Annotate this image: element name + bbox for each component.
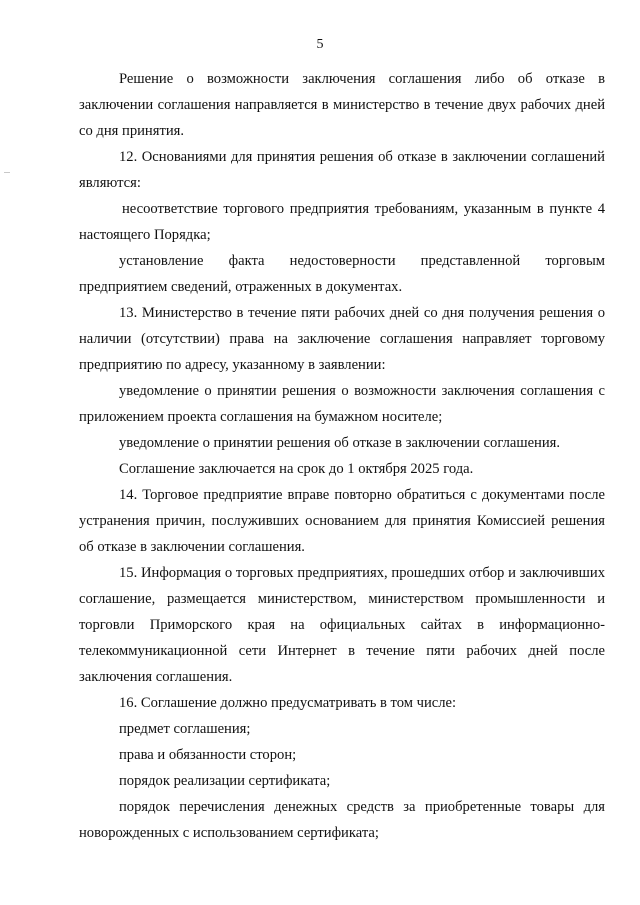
document-body	[79, 66, 605, 846]
paragraph-term: Соглашение заключается на срок до 1 октября 2025 года.	[119, 461, 474, 477]
paragraph-non-compliance: несоответствие торгового предприятия требованиям, указанным в пункте 4 настоящего Порядка;	[79, 201, 605, 243]
list-item-certificate: порядок реализации сертификата;	[119, 773, 331, 789]
paragraph-15-information: 15. Информация о торговых предприятиях, прошедших отбор и заключивших соглашение, размещается министерством, министерством промышленности и торговли Приморского края на официальных сайтах в информационно-телекоммуникационной сети Интернет в течение пяти рабочих дней после заключения соглашения.	[79, 565, 605, 685]
list-item-subject: предмет соглашения;	[119, 721, 251, 737]
paragraph-notice-refusal: уведомление о принятии решения об отказе в заключении соглашения.	[119, 435, 561, 451]
page-number: 5	[316, 37, 324, 52]
list-item-payment: порядок перечисления денежных средств за приобретенные товары для новорожденных с использованием сертификата;	[79, 799, 605, 841]
paragraph-decision-notice: Решение о возможности заключения соглашения либо об отказе в заключении соглашения направляется в министерство в течение двух рабочих дней со дня принятия.	[79, 71, 605, 139]
paragraph-13-ministry: 13. Министерство в течение пяти рабочих дней со дня получения решения о наличии (отсутствии) права на заключение соглашения направляет торговому предприятию по адресу, указанному в заявлении:	[79, 305, 605, 373]
paragraph-16-agreement: 16. Соглашение должно предусматривать в том числе:	[119, 695, 457, 711]
paragraph-12-grounds: 12. Основаниями для принятия решения об отказе в заключении соглашений являются:	[79, 149, 605, 191]
margin-mark	[4, 172, 10, 173]
paragraph-14-reapply: 14. Торговое предприятие вправе повторно обратиться с документами после устранения причин, послуживших основанием для принятия Комиссией решения об отказе в заключении соглашения.	[79, 487, 605, 555]
paragraph-notice-possible: уведомление о принятии решения о возможности заключения соглашения с приложением проекта соглашения на бумажном носителе;	[79, 383, 605, 425]
list-item-rights: права и обязанности сторон;	[119, 747, 297, 763]
paragraph-false-information: установление факта недостоверности представленной торговым предприятием сведений, отраженных в документах.	[79, 253, 605, 295]
